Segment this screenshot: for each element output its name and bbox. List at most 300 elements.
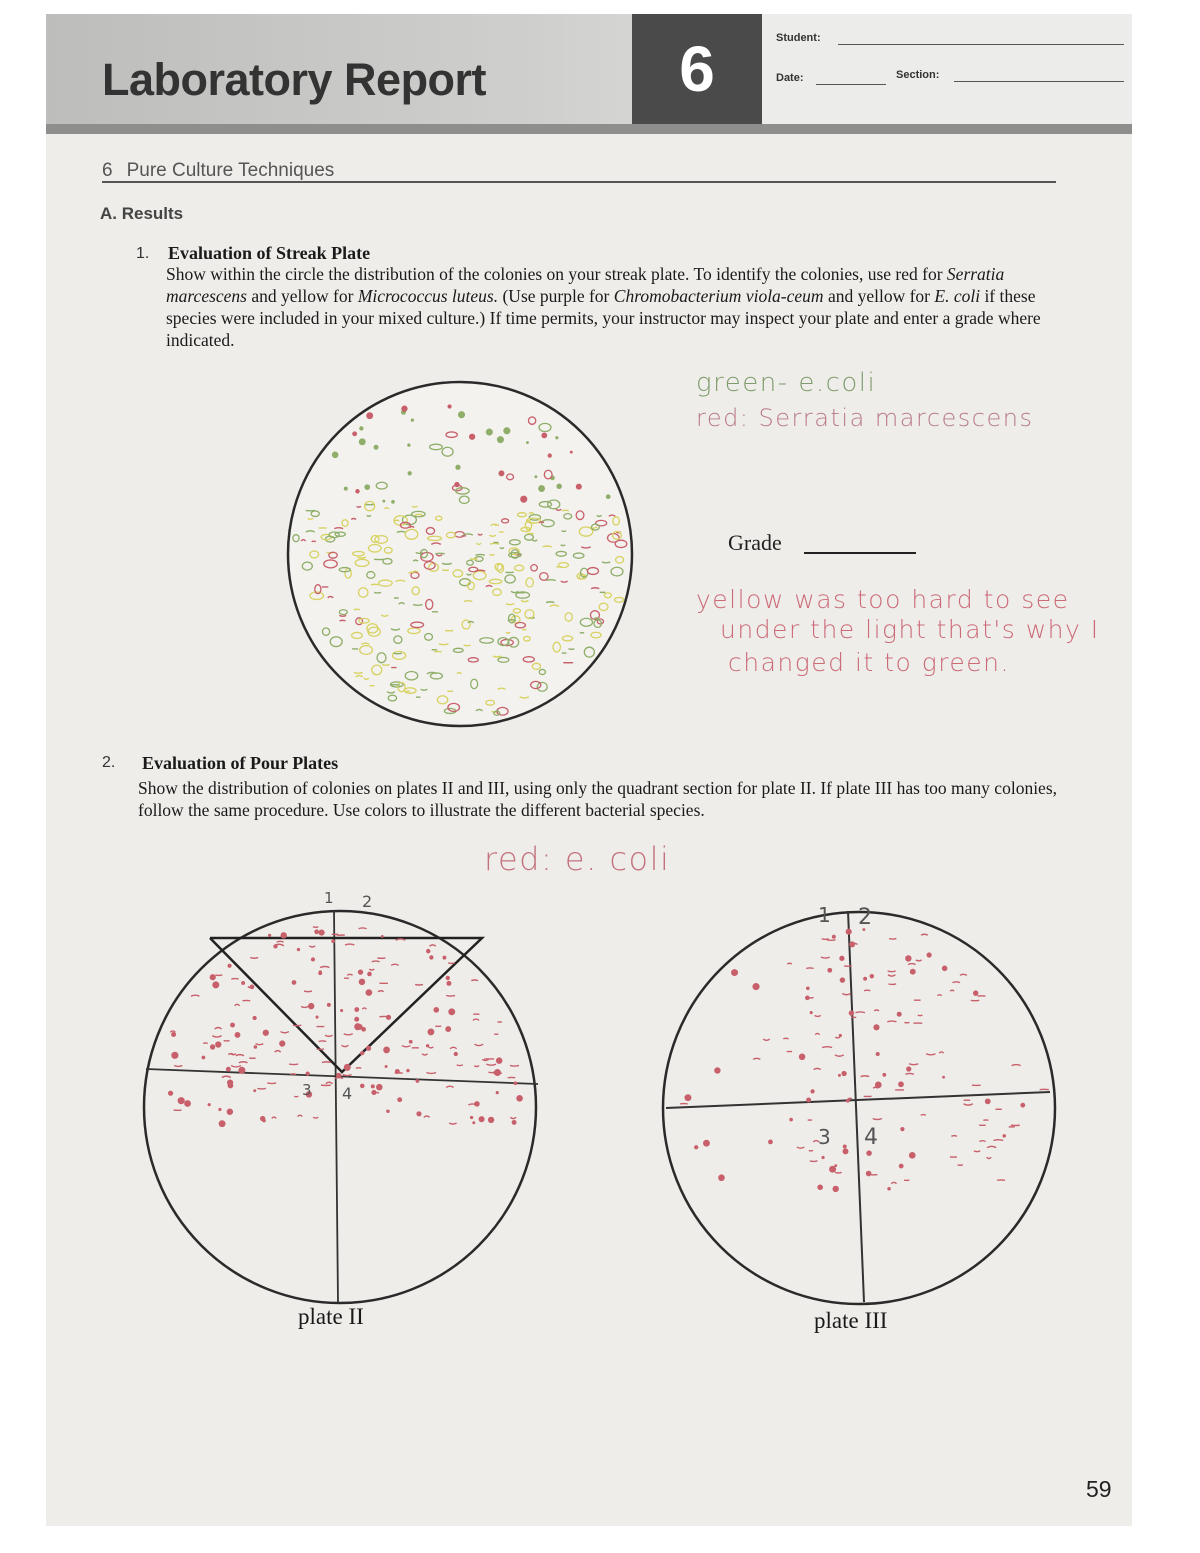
colony-mark (873, 1024, 879, 1030)
colony-mark (360, 1051, 364, 1055)
colony-mark (841, 1071, 846, 1076)
colony-mark (191, 995, 199, 996)
colony-mark (703, 1140, 710, 1147)
colony-mark (846, 929, 852, 935)
colony-mark (272, 1117, 277, 1118)
colony-mark (274, 944, 284, 945)
colony-mark (360, 1084, 365, 1089)
colony-mark (322, 1062, 331, 1063)
colony-mark (359, 426, 363, 430)
colony-mark (827, 968, 832, 973)
colony-mark (470, 1116, 473, 1119)
plate-3-label: plate III (814, 1308, 888, 1333)
colony-mark (391, 500, 395, 504)
plate-drawings (46, 14, 1132, 1526)
colony-mark (424, 1116, 430, 1117)
colony-mark (312, 541, 316, 542)
question-1-number: 1. (136, 245, 150, 262)
colony-mark (366, 1046, 371, 1051)
colony-mark (866, 1171, 872, 1177)
colony-mark (401, 406, 407, 412)
colony-mark (171, 1052, 178, 1059)
colony-mark (210, 1044, 215, 1049)
colony-mark (280, 1032, 288, 1033)
colony-mark (602, 562, 610, 563)
colony-mark (870, 974, 874, 978)
colony-mark (446, 995, 455, 996)
colony-mark (889, 939, 896, 940)
colony-mark (226, 1067, 231, 1072)
colony-mark (910, 969, 916, 975)
colony-mark (359, 438, 366, 445)
colony-mark (227, 964, 231, 968)
colony-mark (446, 976, 450, 980)
colony-mark (313, 927, 318, 928)
colony-mark (316, 1016, 319, 1019)
colony-mark (810, 1089, 814, 1093)
colony-mark (815, 1015, 821, 1016)
colony-mark (279, 1040, 285, 1046)
colony-mark (576, 484, 582, 490)
colony-mark (292, 980, 297, 985)
colony-mark (227, 1079, 233, 1085)
colony-mark (543, 546, 552, 547)
plate-2-vertical-divider (334, 911, 338, 1303)
colony-mark (909, 1064, 918, 1065)
colony-mark (416, 1079, 420, 1083)
colony-mark (416, 1111, 421, 1116)
colony-mark (231, 1066, 241, 1067)
colony-mark (411, 418, 414, 421)
colony-mark (253, 1089, 256, 1092)
colony-mark (835, 1055, 844, 1056)
colony-mark (516, 1095, 523, 1102)
colony-mark (318, 971, 322, 975)
question-1-text: Show within the circle the distribution of the colonies on your streak plate. To identify the colonies, use red for Serratia marcescens and yellow for Micrococcus luteus. (Use purple for Chromobacterium viola-ceum and yellow for E. coli if these species were included in your mixed culture.) If time permits, your instructor may inspect your plate and enter a grade where indicated. (166, 264, 1041, 350)
colony-mark (268, 934, 271, 937)
colony-mark (267, 1083, 276, 1084)
colony-mark (580, 633, 584, 634)
colony-mark (415, 984, 423, 985)
colony-mark (448, 1008, 455, 1015)
colony-mark (178, 1097, 185, 1104)
colony-mark (937, 995, 942, 996)
plate-2-quadrant-3: 3 (302, 1081, 312, 1099)
colony-mark (546, 602, 554, 603)
colony-mark (347, 974, 352, 975)
student-label: Student: (776, 32, 821, 44)
colony-mark (471, 980, 478, 981)
colony-mark (289, 1064, 298, 1065)
colony-mark (960, 974, 967, 975)
colony-mark (343, 1075, 352, 1076)
colony-mark (817, 1184, 823, 1190)
colony-mark (374, 445, 379, 450)
colony-mark (474, 1044, 483, 1045)
colony-mark (979, 1141, 985, 1142)
colony-mark (973, 990, 978, 995)
colony-mark (909, 1152, 916, 1159)
colony-mark (332, 452, 339, 459)
colony-mark (556, 484, 561, 489)
handwritten-key-ecoli: red: e. coli (484, 840, 671, 878)
colony-mark (906, 1066, 911, 1071)
colony-mark (889, 984, 897, 985)
colony-mark (203, 1043, 207, 1044)
colony-mark (366, 412, 373, 419)
colony-mark (510, 1117, 516, 1118)
colony-mark (797, 1147, 804, 1148)
colony-mark (570, 451, 573, 454)
colony-mark (783, 1038, 788, 1039)
colony-mark (490, 543, 499, 544)
colony-mark (842, 994, 850, 995)
handwritten-note-2: under the light that's why I (720, 615, 1100, 644)
colony-mark (951, 1136, 957, 1137)
colony-mark (891, 1182, 896, 1183)
colony-mark (426, 949, 430, 953)
section-name: Pure Culture Techniques (126, 160, 335, 181)
colony-mark (606, 494, 611, 499)
colony-mark (222, 1076, 231, 1077)
colony-mark (473, 1019, 479, 1020)
colony-mark (731, 969, 738, 976)
colony-mark (496, 1091, 499, 1094)
colony-mark (464, 645, 471, 646)
colony-mark (219, 1120, 226, 1127)
results-heading: A. Results (100, 204, 184, 223)
colony-mark (939, 1052, 943, 1053)
colony-mark (866, 1150, 872, 1156)
colony-mark (926, 1054, 935, 1055)
colony-mark (897, 1012, 902, 1017)
date-label: Date: (776, 72, 804, 84)
colony-mark (275, 1051, 281, 1052)
colony-mark (409, 1040, 413, 1044)
colony-mark (768, 1140, 773, 1145)
chapter-number: 6 (632, 14, 762, 124)
colony-mark (230, 1023, 235, 1028)
colony-mark (250, 957, 258, 958)
colony-mark (806, 968, 813, 969)
colony-mark (855, 1012, 864, 1013)
colony-mark (985, 1098, 991, 1104)
plate-2-circle (144, 911, 536, 1303)
colony-mark (469, 434, 475, 440)
colony-mark (382, 665, 389, 666)
colony-mark (916, 960, 922, 961)
colony-mark (846, 1099, 850, 1103)
colony-mark (305, 1071, 309, 1075)
colony-mark (256, 1044, 264, 1045)
grade-label: Grade (728, 530, 782, 555)
handwritten-key-green: green- e.coli (696, 368, 877, 398)
colony-mark (562, 531, 566, 532)
colony-mark (402, 1046, 410, 1047)
colony-mark (942, 966, 948, 972)
colony-mark (184, 1100, 191, 1107)
colony-mark (386, 1109, 390, 1113)
colony-mark (382, 500, 385, 503)
colony-mark (446, 1086, 453, 1087)
plate-3-circle (663, 912, 1055, 1304)
colony-mark (376, 1084, 383, 1091)
colony-mark (787, 963, 792, 964)
colony-mark (235, 1032, 241, 1038)
colony-mark (921, 1115, 926, 1116)
colony-mark (342, 1045, 349, 1046)
colony-mark (374, 592, 381, 593)
colony-mark (458, 411, 465, 418)
colony-mark (839, 1034, 842, 1037)
colony-mark (694, 1145, 698, 1149)
colony-mark (490, 554, 495, 555)
colony-mark (763, 1039, 770, 1040)
colony-mark (215, 1041, 221, 1047)
colony-mark (512, 1120, 517, 1125)
colony-mark (753, 1058, 760, 1059)
colony-mark (888, 971, 896, 972)
plate-3-quadrant-4: 4 (864, 1125, 878, 1150)
colony-mark (942, 1076, 945, 1079)
colony-mark (810, 1011, 813, 1014)
colony-mark (236, 1055, 244, 1056)
colony-mark (714, 1067, 720, 1073)
streak-plate-circle (288, 382, 632, 726)
colony-mark (430, 945, 436, 946)
colony-mark (391, 964, 399, 965)
colony-mark (470, 559, 478, 560)
colony-mark (534, 475, 537, 478)
colony-mark (331, 939, 335, 943)
colony-mark (298, 1115, 303, 1116)
colony-mark (327, 1003, 331, 1007)
colony-mark (174, 1066, 182, 1067)
colony-mark (927, 952, 932, 957)
colony-mark (407, 443, 410, 446)
colony-mark (345, 944, 354, 945)
colony-mark (450, 1047, 457, 1048)
colony-mark (843, 1148, 849, 1154)
colony-mark (429, 1047, 434, 1048)
colony-mark (503, 427, 510, 434)
colony-mark (555, 436, 558, 439)
colony-mark (873, 1118, 882, 1119)
colony-mark (474, 1066, 479, 1067)
colony-mark (304, 991, 312, 992)
handwritten-key-red: red: Serratia marcescens (696, 404, 1034, 432)
colony-mark (290, 1074, 295, 1075)
colony-mark (814, 1068, 821, 1069)
colony-mark (254, 1045, 258, 1049)
question-1-title: Evaluation of Streak Plate (168, 243, 371, 263)
colony-mark (235, 1004, 240, 1005)
page-number: 59 (1086, 1476, 1112, 1502)
colony-mark (301, 1007, 308, 1008)
colony-mark (361, 1027, 366, 1032)
colony-mark (887, 1187, 891, 1191)
colony-mark (344, 1034, 353, 1035)
colony-mark (510, 1065, 519, 1066)
colony-mark (829, 1166, 836, 1173)
colony-mark (297, 948, 300, 951)
colony-mark (821, 957, 830, 958)
colony-mark (905, 955, 911, 961)
colony-mark (344, 487, 348, 491)
colony-mark (888, 975, 895, 976)
colony-mark (488, 1072, 494, 1073)
colony-mark (1020, 1103, 1025, 1108)
colony-mark (806, 1097, 811, 1102)
colony-mark (905, 1073, 913, 1074)
colony-mark (454, 482, 459, 487)
plate-3-vertical-divider (848, 911, 864, 1302)
colony-mark (849, 941, 855, 947)
colony-mark (311, 957, 315, 961)
colony-mark (493, 1073, 502, 1074)
colony-mark (355, 489, 359, 493)
colony-mark (918, 1015, 923, 1016)
colony-mark (827, 940, 836, 941)
question-2-number: 2. (102, 754, 116, 771)
colony-mark (241, 981, 245, 985)
colony-mark (313, 1117, 318, 1118)
colony-mark (319, 1041, 327, 1042)
colony-mark (496, 1057, 503, 1064)
colony-mark (281, 932, 287, 938)
colony-mark (799, 1053, 806, 1060)
colony-mark (340, 1009, 343, 1012)
colony-mark (344, 1064, 351, 1071)
colony-mark (538, 485, 545, 492)
colony-mark (561, 545, 566, 546)
colony-mark (371, 1084, 375, 1088)
plate-2-label: plate II (298, 1304, 364, 1329)
colony-mark (526, 441, 529, 444)
colony-mark (238, 1067, 245, 1074)
colony-mark (457, 1065, 463, 1066)
colony-mark (874, 1010, 879, 1011)
colony-mark (442, 570, 449, 571)
colony-mark (863, 977, 867, 981)
colony-mark (383, 1047, 390, 1054)
colony-mark (908, 964, 916, 965)
colony-mark (319, 930, 325, 936)
colony-mark (921, 934, 928, 935)
colony-mark (171, 1032, 176, 1037)
colony-mark (843, 1145, 847, 1149)
plate-3-colonies (680, 928, 1049, 1192)
colony-mark (882, 1073, 886, 1077)
colony-mark (806, 986, 810, 990)
colony-mark (215, 1028, 222, 1029)
colony-mark (367, 515, 371, 516)
colony-mark (396, 939, 406, 940)
colony-mark (408, 471, 412, 475)
handwritten-note-1: yellow was too hard to see (696, 585, 1070, 614)
colony-mark (393, 653, 401, 654)
colony-mark (354, 1017, 359, 1022)
colony-mark (239, 1062, 248, 1063)
colony-mark (449, 1123, 456, 1124)
colony-mark (546, 580, 555, 581)
section-number: 6 (102, 160, 113, 181)
colony-mark (810, 1161, 818, 1162)
colony-mark (839, 956, 844, 961)
colony-mark (354, 1023, 361, 1030)
colony-mark (849, 1010, 854, 1015)
colony-mark (789, 1118, 793, 1122)
colony-mark (498, 470, 504, 476)
colony-mark (372, 961, 380, 962)
colony-mark (899, 1164, 904, 1169)
colony-mark (215, 975, 222, 976)
colony-mark (987, 1157, 991, 1158)
colony-mark (446, 981, 451, 986)
colony-mark (422, 1054, 428, 1055)
plate-2-quadrant-2: 2 (362, 892, 373, 911)
colony-mark (815, 1033, 819, 1034)
colony-mark (900, 1127, 904, 1131)
colony-mark (447, 404, 451, 408)
colony-mark (848, 1098, 852, 1099)
colony-mark (364, 484, 370, 490)
colony-mark (448, 963, 455, 964)
handwritten-note-3: changed it to green. (728, 648, 1010, 677)
plate-3-quadrant-2: 2 (858, 905, 872, 930)
colony-mark (374, 1092, 379, 1093)
colony-mark (168, 1091, 173, 1096)
colony-mark (357, 506, 361, 507)
colony-mark (832, 935, 836, 939)
colony-mark (208, 1103, 211, 1106)
colony-mark (898, 1081, 904, 1087)
colony-mark (354, 1007, 359, 1012)
colony-mark (479, 1116, 485, 1122)
colony-mark (835, 1172, 842, 1173)
colony-mark (359, 928, 367, 929)
plate-3-horizontal-divider (666, 1092, 1050, 1108)
colony-mark (454, 1052, 458, 1056)
colony-mark (987, 1146, 996, 1147)
colony-mark (822, 939, 829, 940)
colony-mark (821, 1156, 824, 1159)
colony-mark (218, 1108, 221, 1111)
colony-mark (366, 989, 373, 996)
plate-3-quadrant-3: 3 (818, 1125, 831, 1149)
colony-mark (953, 982, 961, 983)
colony-mark (838, 1074, 841, 1077)
colony-mark (426, 1044, 429, 1047)
colony-mark (210, 974, 216, 980)
colony-mark (426, 1072, 436, 1073)
colony-mark (359, 979, 366, 986)
colony-mark (356, 1068, 361, 1069)
lab-report-page (46, 14, 1132, 1526)
colony-mark (472, 1121, 475, 1124)
colony-mark (520, 496, 527, 503)
colony-mark (367, 972, 372, 977)
colony-mark (445, 1026, 451, 1032)
colony-mark (378, 991, 384, 992)
colony-mark (486, 429, 493, 436)
colony-mark (974, 1151, 980, 1152)
colony-mark (442, 956, 446, 960)
colony-mark (963, 1104, 972, 1105)
colony-mark (873, 1087, 878, 1088)
colony-mark (397, 1097, 402, 1102)
colony-mark (336, 1073, 341, 1078)
